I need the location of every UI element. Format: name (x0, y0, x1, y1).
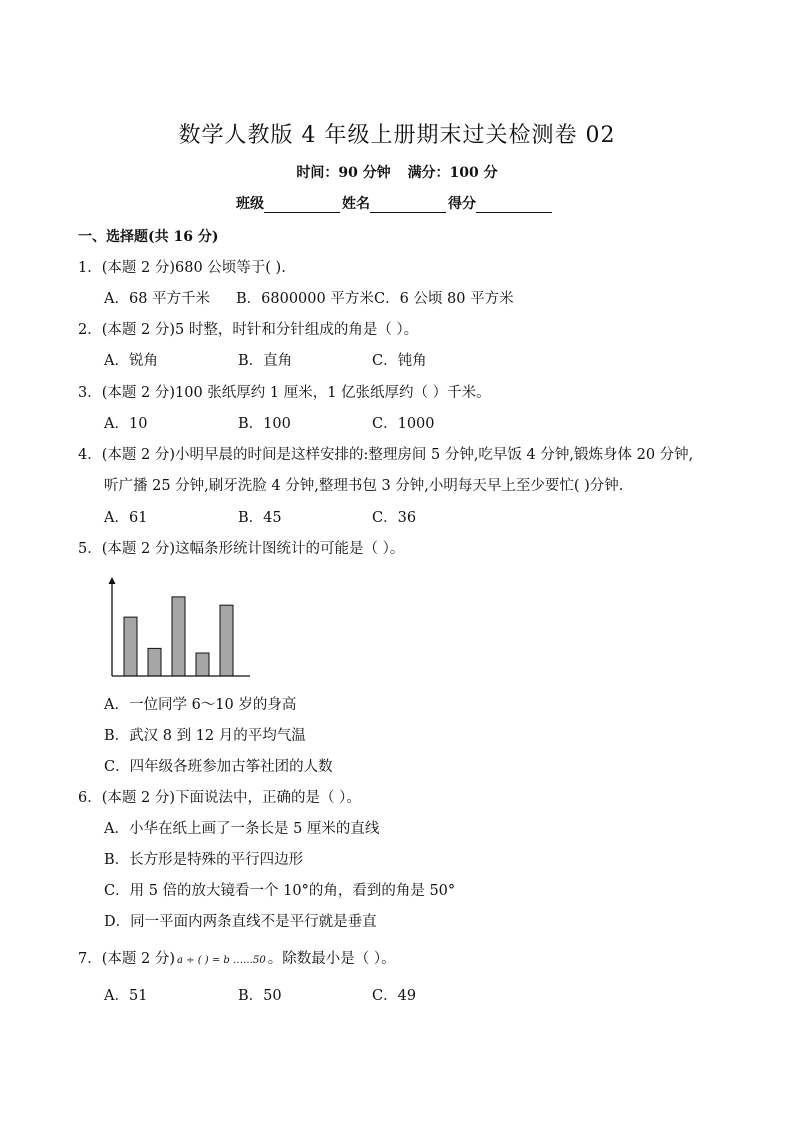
question-number: 5． (78, 541, 102, 557)
question-text-suffix: 。除数最小是（ ）。 (267, 951, 396, 967)
name-blank[interactable] (370, 198, 446, 213)
question-number: 2． (78, 322, 102, 338)
division-equation: a ÷ ( ) = b ……50 (177, 955, 266, 966)
option-a[interactable]: A．61 (104, 510, 148, 526)
chart-bar-3 (172, 597, 185, 676)
question-number: 3． (78, 385, 102, 401)
chart-bar-2 (148, 648, 161, 676)
section-title: 一、选择题(共 16 分) (78, 229, 219, 245)
option-a[interactable]: A．68 平方千米 (104, 291, 211, 307)
name-label: 姓名 (342, 196, 370, 212)
class-blank[interactable] (264, 198, 340, 213)
option-b[interactable]: B．100 (238, 416, 291, 432)
question-text: (本题 2 分)下面说法中，正确的是（ ）。 (101, 790, 361, 806)
question-6 (78, 786, 361, 807)
class-label: 班级 (236, 196, 264, 212)
question-4-continuation: 听广播 25 分钟,刷牙洗脸 4 分钟,整理书包 3 分钟,小明每天早上至少要忙( )分钟. (104, 478, 624, 494)
chart-y-axis-arrow (109, 577, 116, 584)
option-c[interactable]: C．36 (372, 510, 417, 526)
option-c[interactable]: C．1000 (372, 416, 435, 432)
option-c[interactable]: C．钝角 (372, 353, 427, 369)
option-c[interactable]: C．6 公顷 80 平方米 (374, 291, 514, 307)
chart-bar-5 (220, 605, 233, 676)
option-b[interactable]: B．直角 (238, 353, 293, 369)
question-4-options (104, 506, 506, 527)
question-number: 6． (78, 790, 102, 806)
question-1 (78, 256, 286, 277)
question-number: 7． (78, 951, 102, 967)
question-text: (本题 2 分)100 张纸厚约 1 厘米，1 亿张纸厚约（ ）千米。 (101, 385, 491, 401)
question-7-options (104, 984, 506, 1005)
question-text-prefix: (本题 2 分) (101, 951, 175, 967)
question-1-options (104, 287, 514, 308)
option-c[interactable]: C．用 5 倍的放大镜看一个 10°的角，看到的角是 50° (104, 883, 456, 899)
option-c[interactable]: C．四年级各班参加古筝社团的人数 (104, 759, 333, 775)
question-5 (78, 537, 404, 558)
question-text: (本题 2 分)小明早晨的时间是这样安排的:整理房间 5 分钟,吃早饭 4 分钟,锻炼身体 20 分钟, (101, 447, 694, 463)
option-b[interactable]: B．50 (238, 988, 282, 1004)
bar-chart (104, 576, 254, 680)
question-7 (78, 947, 396, 968)
chart-bar-1 (124, 617, 137, 676)
option-d[interactable]: D．同一平面内两条直线不是平行就是垂直 (104, 914, 377, 930)
question-4 (78, 443, 693, 464)
option-a[interactable]: A．小华在纸上画了一条长是 5 厘米的直线 (104, 821, 380, 837)
question-number: 1． (78, 260, 102, 276)
option-a[interactable]: A．一位同学 6～10 岁的身高 (104, 697, 297, 713)
question-3-options (104, 412, 506, 433)
option-a[interactable]: A．10 (104, 416, 148, 432)
time-limit: 时间：90 分钟 (296, 165, 391, 181)
question-number: 4． (78, 447, 102, 463)
option-b[interactable]: B．武汉 8 到 12 月的平均气温 (104, 728, 306, 744)
option-b[interactable]: B．6800000 平方米 (236, 291, 374, 307)
full-score: 满分：100 分 (407, 165, 498, 181)
option-b[interactable]: B．长方形是特殊的平行四边形 (104, 852, 304, 868)
option-b[interactable]: B．45 (238, 510, 282, 526)
option-a[interactable]: A．51 (104, 988, 148, 1004)
option-c[interactable]: C．49 (372, 988, 417, 1004)
option-a[interactable]: A．锐角 (104, 353, 158, 369)
chart-bar-4 (196, 653, 209, 676)
question-text: (本题 2 分)5 时整，时针和分针组成的角是（ ）。 (101, 322, 419, 338)
question-2 (78, 318, 418, 339)
question-3 (78, 381, 491, 402)
grade-blank[interactable] (476, 198, 552, 213)
page-title: 数学人教版 4 年级上册期末过关检测卷 02 (178, 123, 616, 148)
grade-label: 得分 (448, 196, 476, 212)
question-text: (本题 2 分)680 公顷等于( ). (101, 260, 286, 276)
question-2-options (104, 349, 506, 370)
question-text: (本题 2 分)这幅条形统计图统计的可能是（ ）。 (101, 541, 405, 557)
student-info-line (236, 193, 554, 213)
exam-meta (0, 162, 794, 182)
